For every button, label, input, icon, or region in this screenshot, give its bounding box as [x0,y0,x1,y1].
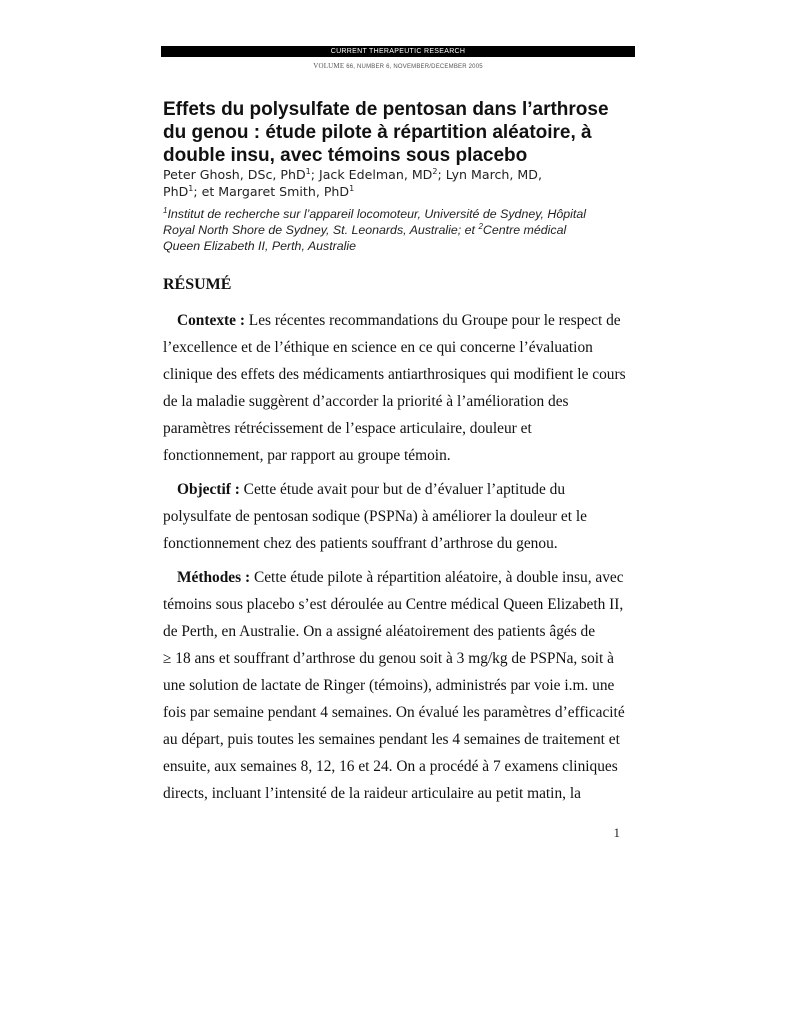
affil-line-3: Queen Elizabeth II, Perth, Australie [163,239,357,253]
volume-info [161,62,635,70]
paragraph-line: fois par semaine pendant 4 semaines. On évalué les paramètres d’efficacité [163,704,625,721]
paragraph-line: fonctionnement chez des patients souffrant d’arthrose du genou. [163,535,558,552]
author-4: ; et Margaret Smith, PhD [193,183,350,199]
section-label: Objectif : [177,481,240,498]
paragraph-line: polysulfate de pentosan sodique (PSPNa) à améliorer la douleur et le [163,508,587,525]
author-2: ; Jack Edelman, MD [310,167,433,182]
author-3-affil: 1 [188,183,194,193]
paragraph-line: l’excellence et de l’éthique en science en ce qui concerne l’évaluation [163,339,593,356]
paragraph-line: témoins sous placebo s’est déroulée au Centre médical Queen Elizabeth II, [163,596,624,613]
paragraph-line: paramètres rétrécissement de l’espace articulaire, douleur et [163,420,532,437]
paragraph-line [163,307,633,334]
affil-line-1: Institut de recherche sur l’appareil locomoteur, Université de Sydney, Hôpital [167,207,586,221]
paragraph-line: ≥ 18 ans et souffrant d’arthrose du genou soit à 3 mg/kg de PSPNa, soit à [163,650,615,667]
paragraph-line: au départ, puis toutes les semaines pendant les 4 semaines de traitement et [163,731,620,748]
affil-1-marker: 1 [163,206,168,215]
author-4-affil: 1 [349,183,355,193]
paragraph-line: de la maladie suggèrent d’accorder la priorité à l’amélioration des [163,393,569,410]
paragraph-objectif [163,476,633,557]
affil-2-marker: 2 [478,222,483,231]
affil-line-2b: Centre médical [482,223,567,237]
paragraph-line: de Perth, en Australie. On a assigné aléatoirement des patients âgés de [163,623,596,640]
title-line-3: double insu, avec témoins sous placebo [163,145,528,166]
paragraph-contexte [163,307,633,469]
paragraph-line [163,476,633,503]
paragraph-line: fonctionnement, par rapport au groupe témoin. [163,447,451,464]
section-label: Contexte : [177,312,245,329]
paragraph-line: une solution de lactate de Ringer (témoins), administrés par voie i.m. une [163,677,615,694]
paragraph-methodes [163,564,633,807]
journal-name-bar: CURRENT THERAPEUTIC RESEARCH [161,46,635,57]
line-text: Cette étude avait pour but de d’évaluer l’aptitude du [239,481,566,498]
affiliations [163,206,623,254]
section-label: Méthodes : [177,569,251,586]
title-line-1: Effets du polysulfate de pentosan dans l’arthrose [163,99,609,120]
paragraph-line [163,564,633,591]
author-list [163,167,623,200]
paragraph-line: directs, incluant l’intensité de la raideur articulaire au petit matin, la [163,785,581,802]
volume-details: 66, NUMBER 6, NOVEMBER/DECEMBER 2005 [344,64,483,70]
volume-word: VOLUME [313,62,345,70]
page-number: 1 [613,825,620,840]
author-3-degree: PhD [163,183,189,199]
paragraph-line: clinique des effets des médicaments antiarthrosiques qui modifient le cours [163,366,626,383]
line-text: Cette étude pilote à répartition aléatoire, à double insu, avec [250,569,624,586]
affil-line-2: Royal North Shore de Sydney, St. Leonards, Australie; et [163,223,479,237]
author-3: ; Lyn March, MD, [437,167,542,182]
paragraph-line: ensuite, aux semaines 8, 12, 16 et 24. On a procédé à 7 examens cliniques [163,758,618,775]
line-text: Les récentes recommandations du Groupe pour le respect de [244,312,621,329]
article-title [163,98,643,167]
abstract-heading: RÉSUMÉ [163,276,232,293]
author-1: Peter Ghosh, DSc, PhD [163,167,306,182]
title-line-2: du genou : étude pilote à répartition aléatoire, à [163,122,592,143]
author-1-affil: 1 [305,167,311,176]
author-2-affil: 2 [432,167,438,176]
